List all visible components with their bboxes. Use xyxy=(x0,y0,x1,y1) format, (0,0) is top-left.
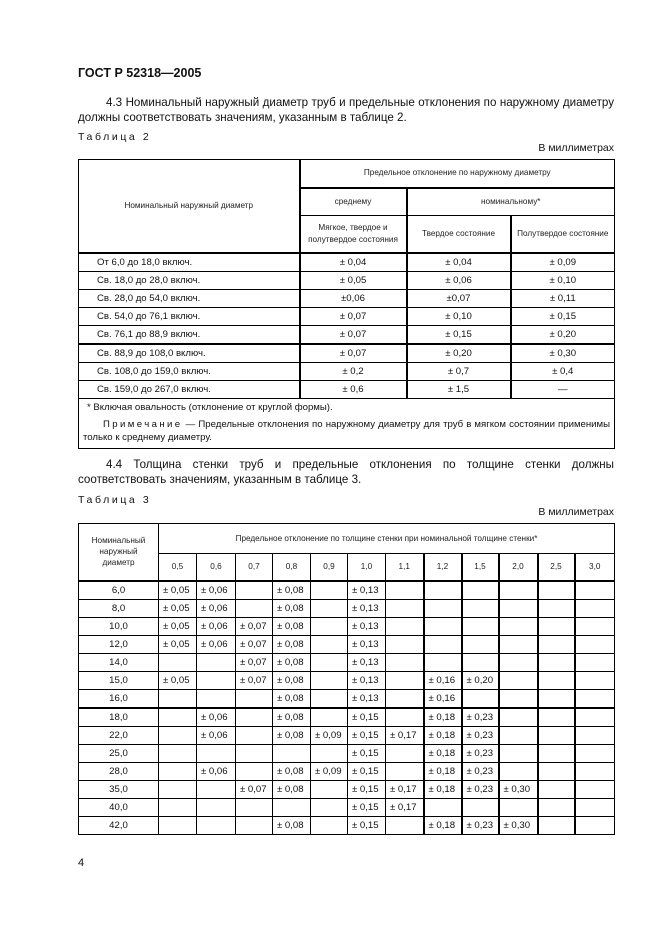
deviation-cell xyxy=(538,762,575,780)
row-diameter: 25,0 xyxy=(79,744,159,762)
deviation-cell: ± 0,05 xyxy=(159,635,197,653)
deviation-cell xyxy=(236,599,273,617)
deviation-cell xyxy=(538,726,575,744)
deviation-cell xyxy=(311,780,348,798)
deviation-cell: ± 0,06 xyxy=(197,726,236,744)
deviation-cell xyxy=(386,617,424,635)
deviation-cell: ± 0,07 xyxy=(236,653,273,671)
row-diameter: 42,0 xyxy=(79,816,159,834)
header-thickness: 2,5 xyxy=(538,554,575,581)
table-row xyxy=(79,689,615,708)
row-diameter: 16,0 xyxy=(79,689,159,708)
deviation-cell xyxy=(197,816,236,834)
row-diameter: 12,0 xyxy=(79,635,159,653)
deviation-cell xyxy=(311,581,348,600)
deviation-cell xyxy=(386,671,424,689)
deviation-cell xyxy=(462,599,499,617)
deviation-cell: ± 0,06 xyxy=(197,581,236,600)
header-thickness: 2,0 xyxy=(499,554,538,581)
deviation-cell: ± 0,08 xyxy=(273,726,311,744)
deviation-cell xyxy=(538,635,575,653)
header-thickness: 0,7 xyxy=(236,554,273,581)
deviation-cell xyxy=(273,744,311,762)
deviation-cell xyxy=(499,708,538,727)
header-thickness: 1,2 xyxy=(424,554,462,581)
deviation-cell xyxy=(499,617,538,635)
deviation-cell xyxy=(386,653,424,671)
header-nominal: номинальному* xyxy=(407,188,615,216)
deviation-cell: ± 0,06 xyxy=(197,617,236,635)
table-row xyxy=(79,744,615,762)
deviation-cell xyxy=(197,689,236,708)
deviation-cell: ± 0,06 xyxy=(197,708,236,727)
deviation-cell xyxy=(273,798,311,816)
table-row xyxy=(79,671,615,689)
deviation-cell: ± 0,18 xyxy=(424,762,462,780)
deviation-cell xyxy=(575,671,615,689)
table-row xyxy=(79,816,615,834)
deviation-cell xyxy=(236,708,273,727)
deviation-cell: ± 0,07 xyxy=(236,671,273,689)
deviation-cell xyxy=(538,708,575,727)
deviation-cell: ± 0,18 xyxy=(424,744,462,762)
deviation-cell: ± 0,17 xyxy=(386,798,424,816)
deviation-cell xyxy=(538,671,575,689)
deviation-cell xyxy=(311,744,348,762)
deviation-cell xyxy=(575,581,615,600)
table-row: Св. 54,0 до 76,1 включ. ± 0,07 ± 0,10 ± 0,15 xyxy=(79,307,615,325)
deviation-cell: ± 0,06 xyxy=(197,635,236,653)
deviation-cell xyxy=(159,798,197,816)
deviation-cell xyxy=(424,798,462,816)
deviation-cell xyxy=(499,653,538,671)
deviation-cell: ± 0,08 xyxy=(273,780,311,798)
deviation-cell xyxy=(575,780,615,798)
deviation-cell xyxy=(197,744,236,762)
header-nominal-diameter: Номинальный наружный диаметр xyxy=(79,160,300,253)
deviation-cell xyxy=(575,762,615,780)
deviation-cell xyxy=(538,581,575,600)
deviation-cell: ± 0,13 xyxy=(348,617,386,635)
deviation-cell: ± 0,15 xyxy=(348,708,386,727)
deviation-cell xyxy=(311,671,348,689)
header-thickness: 0,5 xyxy=(159,554,197,581)
table-row: Св. 76,1 до 88,9 включ. ± 0,07 ± 0,15 ± 0,20 xyxy=(79,325,615,344)
section-4-3-paragraph xyxy=(78,95,614,125)
row-diameter: 28,0 xyxy=(79,762,159,780)
deviation-cell xyxy=(197,798,236,816)
deviation-cell xyxy=(538,653,575,671)
header-hard: Твердое состояние xyxy=(407,216,511,253)
deviation-cell xyxy=(499,599,538,617)
deviation-cell xyxy=(462,653,499,671)
deviation-cell: ± 0,05 xyxy=(159,671,197,689)
row-diameter: 8,0 xyxy=(79,599,159,617)
row-diameter: 14,0 xyxy=(79,653,159,671)
deviation-cell: ± 0,13 xyxy=(348,635,386,653)
deviation-cell xyxy=(538,744,575,762)
deviation-cell: ± 0,20 xyxy=(462,671,499,689)
deviation-cell xyxy=(538,798,575,816)
header-thickness: 1,0 xyxy=(348,554,386,581)
row-diameter: 18,0 xyxy=(79,708,159,727)
table3-caption: Таблица 3 xyxy=(78,494,152,506)
deviation-cell: ± 0,08 xyxy=(273,635,311,653)
table-row xyxy=(79,653,615,671)
deviation-cell xyxy=(575,617,615,635)
deviation-cell xyxy=(159,744,197,762)
header-soft-hard-semi: Мягкое, твердое и полутвердое состояния xyxy=(300,216,407,253)
deviation-cell: ± 0,06 xyxy=(197,599,236,617)
deviation-cell xyxy=(424,617,462,635)
section-number: 4.4 xyxy=(106,458,123,471)
deviation-cell xyxy=(499,762,538,780)
section-4-4-paragraph xyxy=(78,457,614,487)
deviation-cell xyxy=(197,653,236,671)
note-text: — Предельные отклонения по наружному диаметру для труб в мягком состоянии применимы только к среднему диаметру. xyxy=(83,418,611,443)
table-row xyxy=(79,635,615,653)
deviation-cell: ± 0,13 xyxy=(348,581,386,600)
deviation-cell xyxy=(159,762,197,780)
deviation-cell xyxy=(386,581,424,600)
deviation-cell: ± 0,15 xyxy=(348,780,386,798)
deviation-cell: ± 0,13 xyxy=(348,599,386,617)
deviation-cell: ± 0,15 xyxy=(348,726,386,744)
table-row xyxy=(79,762,615,780)
deviation-cell xyxy=(197,780,236,798)
deviation-cell xyxy=(575,708,615,727)
deviation-cell xyxy=(311,798,348,816)
deviation-cell: ± 0,16 xyxy=(424,671,462,689)
deviation-cell xyxy=(462,635,499,653)
header-thickness: 3,0 xyxy=(575,554,615,581)
deviation-cell xyxy=(311,708,348,727)
deviation-cell: ± 0,08 xyxy=(273,816,311,834)
deviation-cell xyxy=(386,762,424,780)
deviation-cell xyxy=(424,581,462,600)
deviation-cell: ± 0,08 xyxy=(273,689,311,708)
table-row xyxy=(79,599,615,617)
deviation-cell xyxy=(538,780,575,798)
deviation-cell xyxy=(538,816,575,834)
deviation-cell: ± 0,17 xyxy=(386,780,424,798)
deviation-cell: ± 0,18 xyxy=(424,708,462,727)
deviation-cell: ± 0,23 xyxy=(462,816,499,834)
table-row xyxy=(79,581,615,600)
document-header: ГОСТ Р 52318—2005 xyxy=(78,66,202,80)
deviation-cell: ± 0,18 xyxy=(424,726,462,744)
deviation-cell: ± 0,23 xyxy=(462,762,499,780)
deviation-cell: ± 0,06 xyxy=(197,762,236,780)
deviation-cell: ± 0,18 xyxy=(424,780,462,798)
table-row: От 6,0 до 18,0 включ. ± 0,04 ± 0,04 ± 0,09 xyxy=(79,253,615,272)
deviation-cell: ± 0,08 xyxy=(273,762,311,780)
deviation-cell: ± 0,08 xyxy=(273,671,311,689)
header-deviation-group: Предельное отклонение по наружному диаметру xyxy=(300,160,615,188)
deviation-cell xyxy=(159,653,197,671)
deviation-cell xyxy=(386,744,424,762)
table-row xyxy=(79,798,615,816)
deviation-cell: ± 0,23 xyxy=(462,708,499,727)
deviation-cell: ± 0,16 xyxy=(424,689,462,708)
deviation-cell xyxy=(499,744,538,762)
deviation-cell: ± 0,23 xyxy=(462,780,499,798)
deviation-cell xyxy=(311,816,348,834)
deviation-cell xyxy=(236,816,273,834)
table-row xyxy=(79,780,615,798)
page-number: 4 xyxy=(78,857,85,869)
deviation-cell xyxy=(311,689,348,708)
deviation-cell: ± 0,18 xyxy=(424,816,462,834)
header-thickness: 0,9 xyxy=(311,554,348,581)
deviation-cell xyxy=(311,653,348,671)
deviation-cell xyxy=(538,617,575,635)
row-diameter: 35,0 xyxy=(79,780,159,798)
row-diameter: 10,0 xyxy=(79,617,159,635)
table-row xyxy=(79,617,615,635)
table-row: Св. 88,9 до 108,0 включ. ± 0,07 ± 0,20 ± 0,30 xyxy=(79,344,615,363)
deviation-cell xyxy=(575,816,615,834)
deviation-cell: ± 0,05 xyxy=(159,617,197,635)
header-mean: среднему xyxy=(300,188,407,216)
deviation-cell: ± 0,30 xyxy=(499,780,538,798)
table-row: Св. 159,0 до 267,0 включ. ± 0,6 ± 1,5 — xyxy=(79,380,615,398)
deviation-cell xyxy=(424,635,462,653)
row-diameter: 40,0 xyxy=(79,798,159,816)
deviation-cell xyxy=(499,689,538,708)
deviation-cell: ± 0,09 xyxy=(311,762,348,780)
deviation-cell xyxy=(462,798,499,816)
deviation-cell xyxy=(499,635,538,653)
table2-caption: Таблица 2 xyxy=(78,131,152,143)
deviation-cell xyxy=(311,617,348,635)
deviation-cell: ± 0,23 xyxy=(462,744,499,762)
deviation-cell: ± 0,13 xyxy=(348,671,386,689)
deviation-cell xyxy=(236,798,273,816)
deviation-cell xyxy=(236,581,273,600)
header-thickness: 0,6 xyxy=(197,554,236,581)
deviation-cell xyxy=(159,816,197,834)
deviation-cell xyxy=(386,708,424,727)
header-deviation-group: Предельное отклонение по толщине стенки при номинальной толщине стенки* xyxy=(159,524,615,554)
deviation-cell: ± 0,17 xyxy=(386,726,424,744)
table-row xyxy=(79,726,615,744)
deviation-cell: ± 0,13 xyxy=(348,653,386,671)
row-diameter: 22,0 xyxy=(79,726,159,744)
deviation-cell: ± 0,08 xyxy=(273,653,311,671)
table2-units: В миллиметрах xyxy=(538,142,614,154)
row-diameter: 6,0 xyxy=(79,581,159,600)
table-2 xyxy=(78,159,615,449)
deviation-cell: ± 0,08 xyxy=(273,599,311,617)
table2-footnote: * Включая овальность (отклонение от круглой формы). xyxy=(79,398,615,416)
row-diameter: 15,0 xyxy=(79,671,159,689)
deviation-cell xyxy=(575,599,615,617)
section-text: Номинальный наружный диаметр труб и предельные отклонения по наружному диаметру должны соответствовать значениям, указанным в таблице 2. xyxy=(78,96,614,124)
deviation-cell xyxy=(159,780,197,798)
deviation-cell xyxy=(236,762,273,780)
deviation-cell xyxy=(462,581,499,600)
header-nominal-diameter: Номинальный наружный диаметр xyxy=(79,524,159,581)
deviation-cell: ± 0,05 xyxy=(159,599,197,617)
deviation-cell: ± 0,23 xyxy=(462,726,499,744)
table-row: Св. 108,0 до 159,0 включ. ± 0,2 ± 0,7 ± 0,4 xyxy=(79,362,615,380)
deviation-cell: ± 0,15 xyxy=(348,816,386,834)
deviation-cell xyxy=(311,599,348,617)
deviation-cell xyxy=(386,635,424,653)
deviation-cell xyxy=(538,689,575,708)
deviation-cell xyxy=(538,599,575,617)
deviation-cell xyxy=(236,726,273,744)
deviation-cell xyxy=(575,635,615,653)
table-row: Св. 18,0 до 28,0 включ. ± 0,05 ± 0,06 ± 0,10 xyxy=(79,271,615,289)
deviation-cell xyxy=(386,599,424,617)
deviation-cell xyxy=(386,689,424,708)
table2-note xyxy=(79,416,615,449)
deviation-cell xyxy=(424,599,462,617)
deviation-cell: ± 0,08 xyxy=(273,581,311,600)
deviation-cell xyxy=(424,653,462,671)
deviation-cell xyxy=(575,726,615,744)
deviation-cell xyxy=(236,689,273,708)
deviation-cell xyxy=(499,581,538,600)
deviation-cell: ± 0,09 xyxy=(311,726,348,744)
deviation-cell xyxy=(386,816,424,834)
deviation-cell xyxy=(311,635,348,653)
deviation-cell: ± 0,07 xyxy=(236,635,273,653)
deviation-cell xyxy=(159,708,197,727)
deviation-cell xyxy=(499,798,538,816)
deviation-cell xyxy=(575,744,615,762)
deviation-cell: ± 0,15 xyxy=(348,798,386,816)
table-row: Св. 28,0 до 54,0 включ. ±0,06 ±0,07 ± 0,11 xyxy=(79,289,615,307)
deviation-cell: ± 0,13 xyxy=(348,689,386,708)
deviation-cell: ± 0,30 xyxy=(499,816,538,834)
deviation-cell xyxy=(236,744,273,762)
deviation-cell xyxy=(499,671,538,689)
section-number: 4.3 xyxy=(106,96,123,109)
header-semi-hard: Полутвердое состояние xyxy=(511,216,615,253)
deviation-cell: ± 0,08 xyxy=(273,617,311,635)
deviation-cell xyxy=(462,689,499,708)
deviation-cell xyxy=(499,726,538,744)
table-3 xyxy=(78,523,615,835)
deviation-cell xyxy=(575,689,615,708)
section-text: Толщина стенки труб и предельные отклонения по толщине стенки должны соответствовать значениям, указанным в таблице 3. xyxy=(78,458,614,486)
table3-units: В миллиметрах xyxy=(538,506,614,518)
deviation-cell: ± 0,15 xyxy=(348,762,386,780)
table-row xyxy=(79,708,615,727)
deviation-cell xyxy=(462,617,499,635)
deviation-cell: ± 0,07 xyxy=(236,617,273,635)
deviation-cell xyxy=(197,671,236,689)
deviation-cell xyxy=(575,798,615,816)
header-thickness: 1,5 xyxy=(462,554,499,581)
note-label: Примечание xyxy=(103,418,183,430)
header-thickness: 0,8 xyxy=(273,554,311,581)
deviation-cell xyxy=(575,653,615,671)
deviation-cell: ± 0,15 xyxy=(348,744,386,762)
deviation-cell xyxy=(159,726,197,744)
deviation-cell: ± 0,05 xyxy=(159,581,197,600)
deviation-cell: ± 0,07 xyxy=(236,780,273,798)
header-thickness: 1,1 xyxy=(386,554,424,581)
deviation-cell: ± 0,08 xyxy=(273,708,311,727)
deviation-cell xyxy=(159,689,197,708)
